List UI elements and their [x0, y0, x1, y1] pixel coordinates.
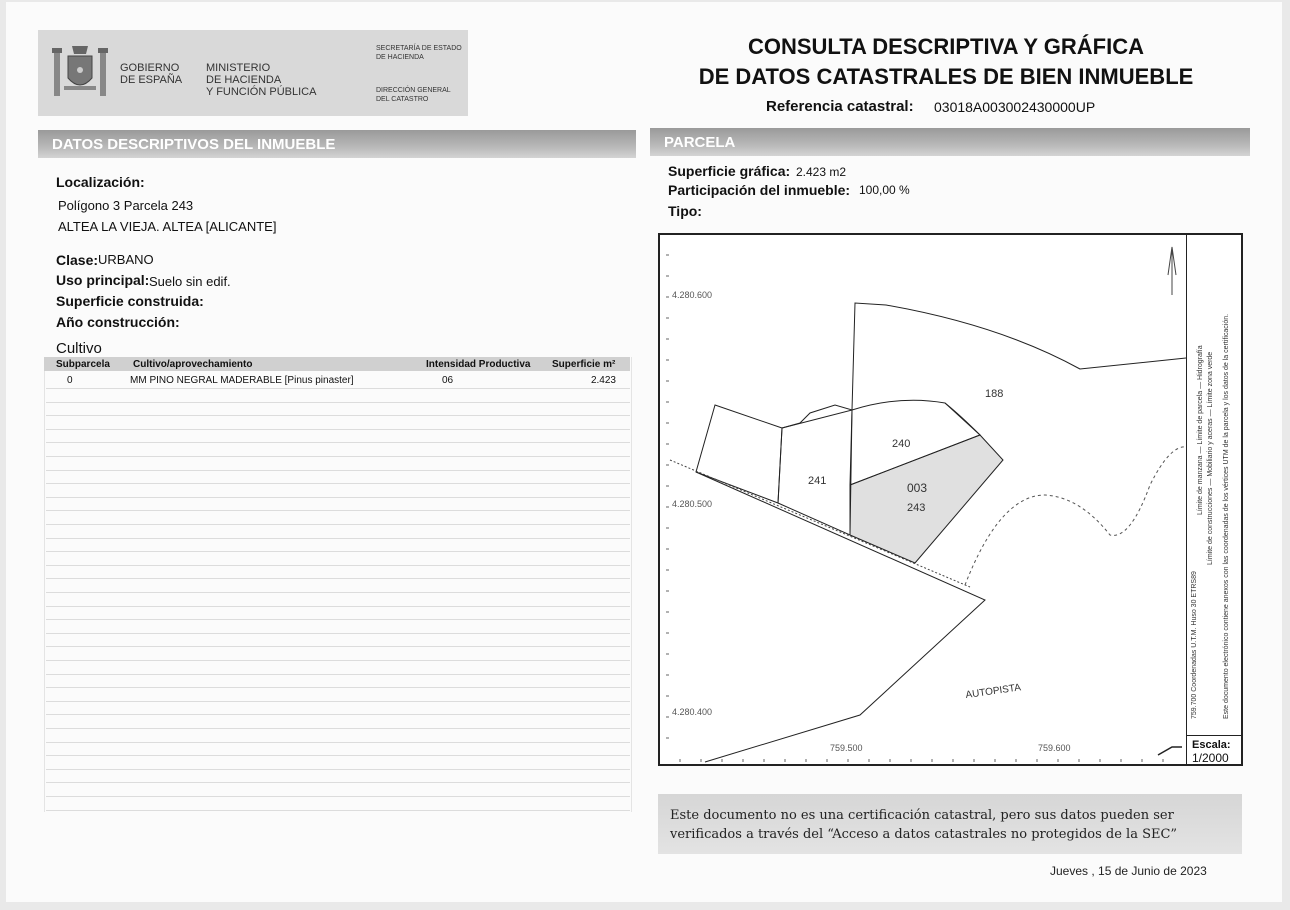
location-line-1: Polígono 3 Parcela 243: [58, 198, 194, 213]
col-intensity: Intensidad Productiva: [426, 359, 531, 370]
table-rule: [46, 660, 630, 661]
table-rule: [46, 415, 630, 416]
crop-title: Cultivo: [56, 340, 102, 357]
table-rule: [46, 782, 630, 783]
table-cell-subparcel: 0: [67, 375, 73, 386]
table-rule: [46, 674, 630, 675]
y-label-600: 4.280.600: [672, 290, 713, 300]
parcel-label-243: 243: [907, 502, 926, 514]
table-rule: [46, 796, 630, 797]
scale-label: Escala:: [1192, 739, 1231, 751]
government-logo-block: [38, 30, 468, 116]
table-rule: [46, 714, 630, 715]
participation-value: 100,00 %: [859, 183, 910, 197]
parcel-243-shape: [850, 435, 1003, 563]
crop-table-frame: [44, 357, 632, 812]
legend-items-b: Límite de construcciones — Mobiliario y aceras — Límite zona verde: [1207, 351, 1214, 565]
table-cell-crop: MM PINO NEGRAL MADERABLE [Pinus pinaster]: [130, 375, 354, 386]
col-area: Superficie m²: [552, 359, 616, 370]
table-rule: [46, 497, 630, 498]
parcel-241-shape: [778, 410, 852, 535]
table-rule: [46, 592, 630, 593]
title-line: DE DATOS CATASTRALES DE BIEN INMUEBLE: [698, 64, 1194, 89]
use-value: Suelo sin edif.: [149, 274, 231, 289]
disclaimer-note: Este documento no es una certificación catastral, pero sus datos pueden ser verificados a través del “Acceso a datos catastrales no protegidos de la SEC”: [658, 794, 1242, 854]
table-rule: [46, 755, 630, 756]
parcel-188-boundary: [782, 303, 1186, 428]
table-rule: [46, 565, 630, 566]
legend-items-a: Límite de manzana — Límite de parcela — Hidrografía: [1197, 345, 1204, 515]
col-crop: Cultivo/aprovechamiento: [133, 359, 253, 370]
class-value: URBANO: [98, 252, 154, 267]
ministry-line: DE HACIENDA: [206, 74, 282, 86]
government-name: [120, 62, 182, 86]
table-rule: [46, 769, 630, 770]
ministry-line: MINISTERIO: [206, 62, 271, 74]
parcel-label-003: 003: [907, 481, 928, 495]
directorate-name: [376, 86, 451, 104]
ministry-name: [206, 62, 316, 98]
issue-date: Jueves , 15 de Junio de 2023: [1050, 864, 1207, 878]
y-label-400: 4.280.400: [672, 707, 713, 717]
table-rule: [46, 483, 630, 484]
table-rule: [46, 456, 630, 457]
construction-year-label: Año construcción:: [56, 314, 180, 330]
descriptive-section-header: DATOS DESCRIPTIVOS DEL INMUEBLE: [38, 130, 636, 158]
table-rule: [46, 470, 630, 471]
legend-divider: [1186, 235, 1187, 764]
graphic-area-value: 2.423 m2: [796, 165, 847, 179]
table-rule: [46, 619, 630, 620]
col-subparcel: Subparcela: [56, 359, 110, 370]
table-rule: [46, 551, 630, 552]
x-label-600: 759.600: [1038, 743, 1071, 753]
secretariat-name: [376, 44, 462, 62]
table-rule: [46, 388, 630, 389]
scale-value: 1/2000: [1192, 751, 1229, 765]
road-label: AUTOPISTA: [964, 682, 1022, 701]
legend-note: Este documento electrónico contiene anexos con las coordenadas de los vértices UTM de la parcela y los datos de la certificación.: [1223, 313, 1230, 719]
participation-label: Participación del inmueble:: [668, 182, 851, 198]
table-cell-intensity: 06: [442, 375, 454, 386]
table-rule: [46, 646, 630, 647]
secretariat-line: SECRETARÍA DE ESTADO: [376, 45, 462, 52]
parcel-label-188: 188: [985, 388, 1004, 400]
use-label: Uso principal:: [56, 272, 150, 288]
parcel-label-240: 240: [892, 438, 911, 450]
parcel-label-241: 241: [808, 475, 827, 487]
table-rule: [46, 402, 630, 403]
directorate-line: DEL CATASTRO: [376, 96, 429, 103]
table-rule: [46, 742, 630, 743]
table-rule: [46, 510, 630, 511]
location-label: Localización:: [56, 174, 145, 190]
table-rule: [46, 524, 630, 525]
title-line: CONSULTA DESCRIPTIVA Y GRÁFICA: [747, 34, 1145, 59]
table-rule: [46, 633, 630, 634]
table-rule: [46, 687, 630, 688]
parcel-map: [658, 233, 1243, 766]
class-label: Clase:: [56, 252, 99, 268]
table-rule: [46, 606, 630, 607]
table-rule: [46, 578, 630, 579]
gov-line: DE ESPAÑA: [120, 74, 183, 86]
gov-line: GOBIERNO: [120, 62, 180, 74]
built-area-label: Superficie construida:: [56, 293, 204, 309]
cadastral-reference-label: Referencia catastral:: [766, 98, 914, 115]
table-rule: [46, 429, 630, 430]
table-rule: [46, 538, 630, 539]
type-label: Tipo:: [668, 203, 702, 219]
table-cell-area: 2.423: [590, 375, 616, 386]
location-line-2: ALTEA LA VIEJA. ALTEA [ALICANTE]: [58, 219, 277, 234]
north-arrow-icon: [1168, 247, 1176, 295]
watercourse-line: [965, 447, 1186, 585]
document-title: [646, 32, 1246, 92]
directorate-line: DIRECCIÓN GENERAL: [376, 87, 451, 94]
table-rule: [46, 810, 630, 811]
legend-coordinates: 759.700 Coordenadas U.T.M. Huso 30 ETRS89: [1191, 571, 1198, 719]
cadastral-document: [6, 2, 1282, 902]
crop-table-header: [44, 357, 630, 371]
coat-of-arms-icon: [50, 42, 110, 104]
graphic-area-label: Superficie gráfica:: [668, 163, 791, 179]
parcel-left-shape: [696, 405, 782, 503]
secretariat-line: DE HACIENDA: [376, 54, 424, 61]
table-rule: [46, 442, 630, 443]
parcel-section-header: PARCELA: [650, 128, 1250, 156]
ministry-line: Y FUNCIÓN PÚBLICA: [206, 86, 317, 98]
table-rule: [46, 701, 630, 702]
table-rule: [46, 728, 630, 729]
parcel-map-drawing: [660, 235, 1186, 764]
x-label-500: 759.500: [830, 743, 863, 753]
y-label-500: 4.280.500: [672, 499, 713, 509]
cadastral-reference-value: 03018A003002430000UP: [934, 99, 1096, 115]
